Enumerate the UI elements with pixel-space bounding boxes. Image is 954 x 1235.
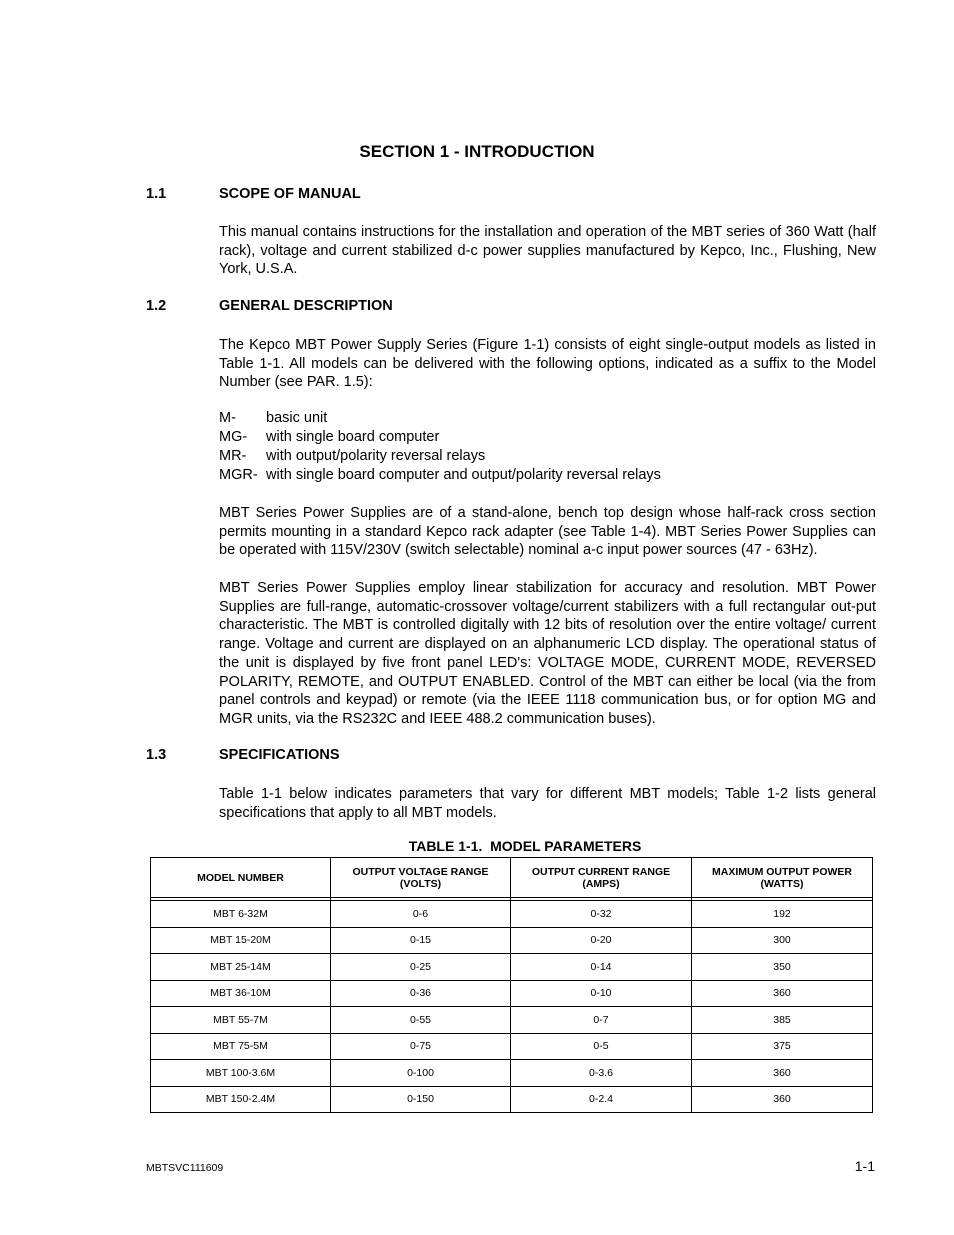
cell-current: 0-3.6 — [511, 1060, 692, 1087]
option-row — [219, 466, 661, 485]
cell-power: 192 — [692, 901, 873, 928]
document-id: MBTSVC111609 — [146, 1162, 224, 1174]
cell-current: 0-2.4 — [511, 1086, 692, 1113]
header-voltage-range: OUTPUT VOLTAGE RANGE (VOLTS) — [331, 858, 511, 898]
cell-power: 360 — [692, 1086, 873, 1113]
option-desc: with single board computer and output/polarity reversal relays — [266, 467, 661, 483]
cell-voltage: 0-55 — [331, 1007, 511, 1034]
table-row — [151, 1060, 873, 1087]
header-current-range: OUTPUT CURRENT RANGE (AMPS) — [511, 858, 692, 898]
cell-power: 350 — [692, 954, 873, 981]
header-max-power: MAXIMUM OUTPUT POWER (WATTS) — [692, 858, 873, 898]
option-desc: with output/polarity reversal relays — [266, 448, 486, 464]
section-title: SECTION 1 - INTRODUCTION — [359, 142, 595, 161]
option-code: MG- — [219, 429, 248, 445]
cell-model: MBT 55-7M — [151, 1007, 331, 1034]
cell-model: MBT 6-32M — [151, 901, 331, 928]
cell-voltage: 0-75 — [331, 1033, 511, 1060]
cell-voltage: 0-25 — [331, 954, 511, 981]
cell-current: 0-7 — [511, 1007, 692, 1034]
heading-text: GENERAL DESCRIPTION — [219, 298, 393, 314]
cell-power: 300 — [692, 927, 873, 954]
cell-model: MBT 150-2.4M — [151, 1086, 331, 1113]
cell-model: MBT 100-3.6M — [151, 1060, 331, 1087]
cell-model: MBT 75-5M — [151, 1033, 331, 1060]
option-code: MGR- — [219, 467, 258, 483]
table-row — [151, 1086, 873, 1113]
heading-specifications — [146, 747, 340, 763]
cell-voltage: 0-150 — [331, 1086, 511, 1113]
cell-power: 375 — [692, 1033, 873, 1060]
cell-current: 0-32 — [511, 901, 692, 928]
table-row — [151, 927, 873, 954]
table-header-row — [151, 858, 873, 898]
header-model-number: MODEL NUMBER — [151, 858, 331, 898]
option-code: MR- — [219, 448, 247, 464]
table-row — [151, 954, 873, 981]
model-parameters-table — [150, 857, 873, 1113]
table-row — [151, 980, 873, 1007]
paragraph-description-2: MBT Series Power Supplies are of a stand-alone, bench top design whose half-rack cross section permits mounting in a standard Kepco rack adapter (see Table 1-4). MBT Series Power Supplies can be operated with 115V/230V (switch selectable) nominal a-c input power sources (47 - 63Hz). — [219, 505, 876, 559]
cell-voltage: 0-6 — [331, 901, 511, 928]
cell-voltage: 0-100 — [331, 1060, 511, 1087]
cell-current: 0-20 — [511, 927, 692, 954]
cell-voltage: 0-36 — [331, 980, 511, 1007]
option-code: M- — [219, 410, 236, 426]
heading-scope — [146, 186, 361, 202]
heading-number: 1.2 — [146, 298, 167, 314]
options-list — [219, 409, 661, 485]
option-row — [219, 409, 661, 428]
page-number: 1-1 — [854, 1158, 875, 1174]
paragraph-specifications: Table 1-1 below indicates parameters that vary for different MBT models; Table 1-2 lists general specifications that apply to all MBT models. — [219, 786, 876, 821]
cell-power: 360 — [692, 1060, 873, 1087]
heading-general-description — [146, 298, 393, 314]
cell-power: 385 — [692, 1007, 873, 1034]
option-row — [219, 428, 661, 447]
heading-text: SCOPE OF MANUAL — [219, 186, 361, 202]
option-desc: basic unit — [266, 410, 328, 426]
table-row — [151, 901, 873, 928]
cell-voltage: 0-15 — [331, 927, 511, 954]
table-title: TABLE 1-1. MODEL PARAMETERS — [408, 838, 642, 854]
heading-number: 1.3 — [146, 747, 167, 763]
paragraph-scope: This manual contains instructions for the installation and operation of the MBT series of 360 Watt (half rack), voltage and current stabilized d-c power supplies manufactured by Kepco, Inc., Flushing, New York, U.S.A. — [219, 224, 876, 278]
table-row — [151, 1007, 873, 1034]
cell-power: 360 — [692, 980, 873, 1007]
option-desc: with single board computer — [266, 429, 440, 445]
cell-current: 0-10 — [511, 980, 692, 1007]
cell-current: 0-5 — [511, 1033, 692, 1060]
option-row — [219, 447, 661, 466]
paragraph-description-1: The Kepco MBT Power Supply Series (Figure 1-1) consists of eight single-output models as listed in Table 1-1. All models can be delivered with the following options, indicated as a suffix to the Model Number (see PAR. 1.5): — [219, 337, 876, 391]
table-row — [151, 1033, 873, 1060]
cell-current: 0-14 — [511, 954, 692, 981]
cell-model: MBT 36-10M — [151, 980, 331, 1007]
cell-model: MBT 15-20M — [151, 927, 331, 954]
heading-number: 1.1 — [146, 186, 167, 202]
cell-model: MBT 25-14M — [151, 954, 331, 981]
paragraph-description-3: MBT Series Power Supplies employ linear stabilization for accuracy and resolution. MBT Power Supplies are full-range, automatic-crossover voltage/current stabilizers with a full rectangular out-put characteristic. The MBT is controlled digitally with 12 bits of resolution over the entire voltage/ current range. Voltage and current are displayed on an alphanumeric LCD display. The operational status of the unit is displayed by five front panel LED's: VOLTAGE MODE, CURRENT MODE, REVERSED POLARITY, REMOTE, and OUTPUT ENABLED. Control of the MBT can either be local (via the from panel controls and keypad) or remote (via the IEEE 1118 communication bus, or for option MG and MGR units, via the RS232C and IEEE 488.2 communication buses). — [219, 580, 876, 727]
heading-text: SPECIFICATIONS — [219, 747, 340, 763]
